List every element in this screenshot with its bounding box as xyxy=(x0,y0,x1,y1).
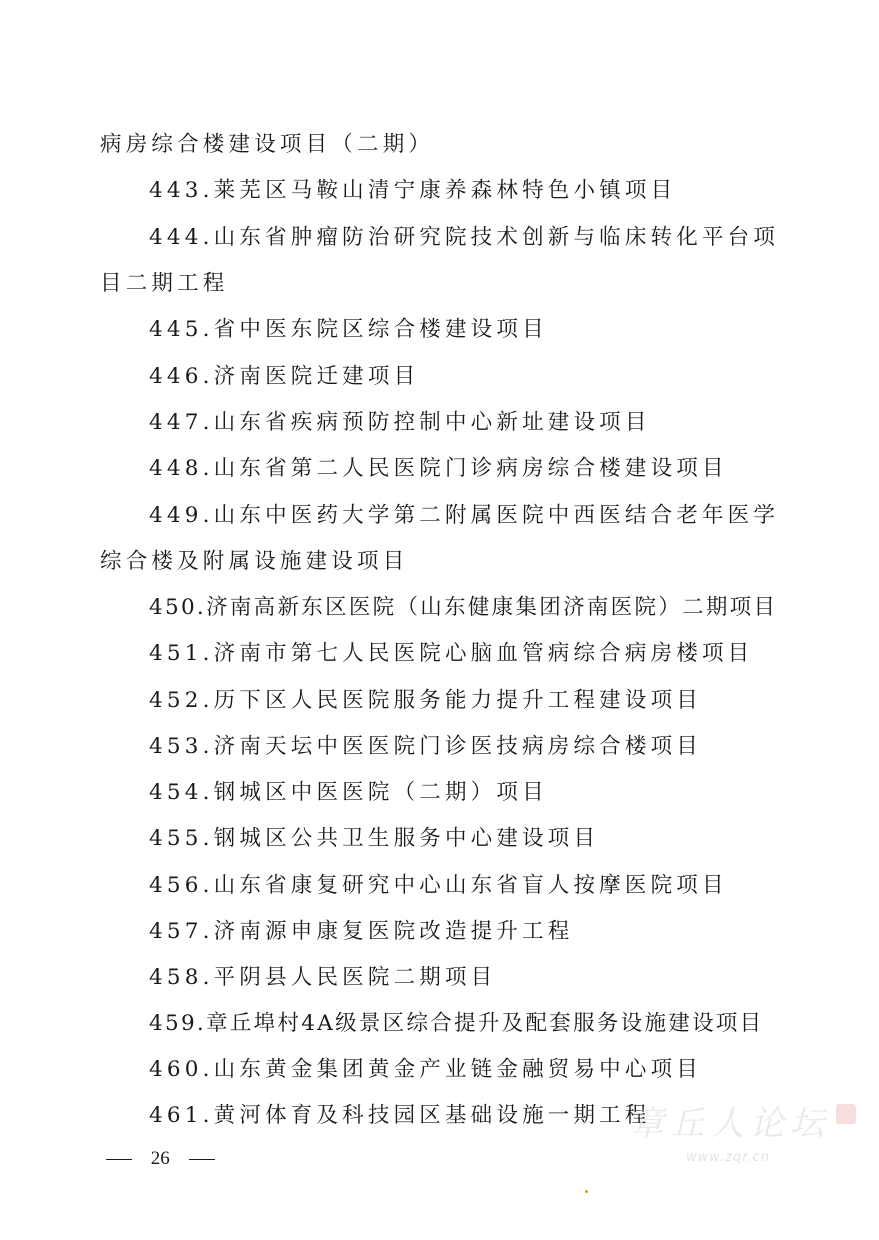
footer-dash-right xyxy=(189,1159,215,1161)
text-line: 449.山东中医药大学第二附属医院中西医结合老年医学 xyxy=(149,503,780,528)
text-line: 450.济南高新东区医院（山东健康集团济南医院）二期项目 xyxy=(149,595,778,620)
watermark xyxy=(630,1096,860,1176)
text-line: 453.济南天坛中医医院门诊医技病房综合楼项目 xyxy=(149,734,702,759)
text-line: 458.平阴县人民医院二期项目 xyxy=(149,965,497,990)
text-line: 451.济南市第七人民医院心脑血管病综合病房楼项目 xyxy=(149,641,754,666)
text-line: 445.省中医东院区综合楼建设项目 xyxy=(149,317,548,342)
text-line: 443.莱芜区马鞍山清宁康养森林特色小镇项目 xyxy=(149,178,677,203)
text-line: 446.济南医院迁建项目 xyxy=(149,364,420,389)
text-line: 448.山东省第二人民医院门诊病房综合楼建设项目 xyxy=(149,456,728,481)
scan-speck xyxy=(585,1190,588,1193)
text-line: 447.山东省疾病预防控制中心新址建设项目 xyxy=(149,410,651,435)
text-line: 457.济南源申康复医院改造提升工程 xyxy=(149,919,574,944)
text-line: 综合楼及附属设施建设项目 xyxy=(100,549,409,574)
page-number: 26 xyxy=(150,1148,170,1169)
text-line: 456.山东省康复研究中心山东省盲人按摩医院项目 xyxy=(149,873,728,898)
page-footer xyxy=(106,1148,215,1170)
text-line: 460.山东黄金集团黄金产业链金融贸易中心项目 xyxy=(149,1057,702,1082)
text-line: 459.章丘埠村4A级景区综合提升及配套服务设施建设项目 xyxy=(149,1011,764,1036)
text-line: 455.钢城区公共卫生服务中心建设项目 xyxy=(149,826,600,851)
watermark-seal xyxy=(836,1104,856,1124)
text-line: 454.钢城区中医医院（二期）项目 xyxy=(149,780,548,805)
text-line: 病房综合楼建设项目（二期） xyxy=(100,132,435,157)
footer-dash-left xyxy=(106,1159,132,1161)
watermark-text: 章丘人论坛 xyxy=(630,1104,830,1144)
text-line: 452.历下区人民医院服务能力提升工程建设项目 xyxy=(149,688,702,713)
text-line: 444.山东省肿瘤防治研究院技术创新与临床转化平台项 xyxy=(149,225,780,250)
watermark-url: www.zqr.cn xyxy=(686,1150,770,1165)
text-line: 目二期工程 xyxy=(100,271,229,296)
text-line: 461.黄河体育及科技园区基础设施一期工程 xyxy=(149,1103,651,1128)
